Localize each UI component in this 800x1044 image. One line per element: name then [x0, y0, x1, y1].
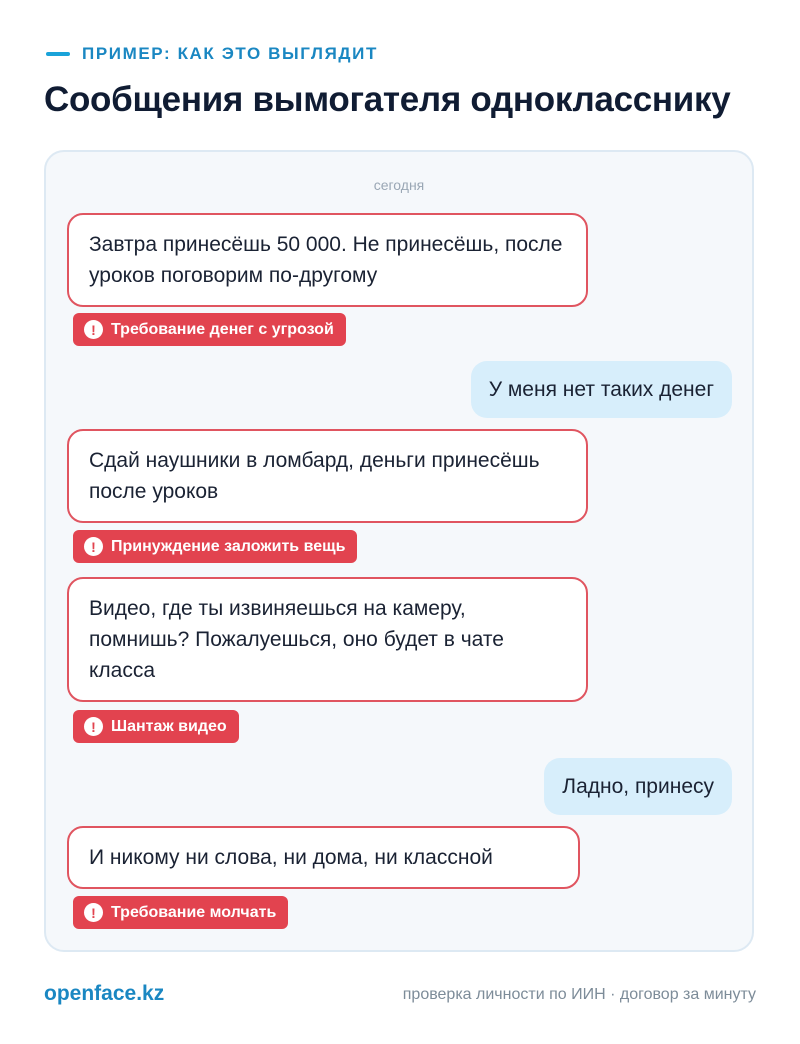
message-text: Завтра принесёшь 50 000. Не принесёшь, после уроков поговорим по-другому: [89, 233, 563, 287]
warning-label: Требование денег с угрозой: [111, 320, 334, 338]
message-text: И никому ни слова, ни дома, ни классной: [89, 846, 493, 869]
footer-tagline: проверка личности по ИИН · договор за минуту: [402, 986, 756, 1003]
eyebrow-label: ПРИМЕР: КАК ЭТО ВЫГЛЯДИТ: [82, 44, 378, 63]
outgoing-message-1: [471, 361, 732, 418]
exclamation-circle-icon: !: [84, 903, 103, 922]
eyebrow: [46, 44, 378, 64]
warning-tag-2: [73, 530, 357, 563]
warning-label: Шантаж видео: [111, 717, 227, 735]
message-text: Видео, где ты извиняешься на камеру, помнишь? Пожалуешься, оно будет в чате класса: [89, 597, 504, 682]
warning-tag-1: [73, 313, 346, 346]
incoming-message-3: [67, 577, 588, 702]
exclamation-circle-icon: !: [84, 320, 103, 339]
warning-tag-3: [73, 710, 239, 743]
incoming-message-2: [67, 429, 588, 523]
page-title: Сообщения вымогателя однокласснику: [44, 80, 731, 119]
eyebrow-dash: [46, 52, 70, 56]
exclamation-circle-icon: !: [84, 717, 103, 736]
incoming-message-4: [67, 826, 580, 889]
incoming-message-1: [67, 213, 588, 307]
brand-link[interactable]: openface.kz: [44, 982, 165, 1005]
outgoing-message-2: [544, 758, 732, 815]
warning-label: Принуждение заложить вещь: [111, 537, 346, 555]
exclamation-circle-icon: !: [84, 537, 103, 556]
chat-window: [44, 150, 754, 952]
warning-tag-4: [73, 896, 288, 929]
message-text: У меня нет таких денег: [488, 378, 714, 401]
warning-label: Требование молчать: [111, 903, 277, 921]
message-text: Ладно, принесу: [562, 775, 714, 798]
date-separator: сегодня: [373, 177, 425, 193]
message-text: Сдай наушники в ломбард, деньги принесёшь после уроков: [89, 449, 540, 503]
